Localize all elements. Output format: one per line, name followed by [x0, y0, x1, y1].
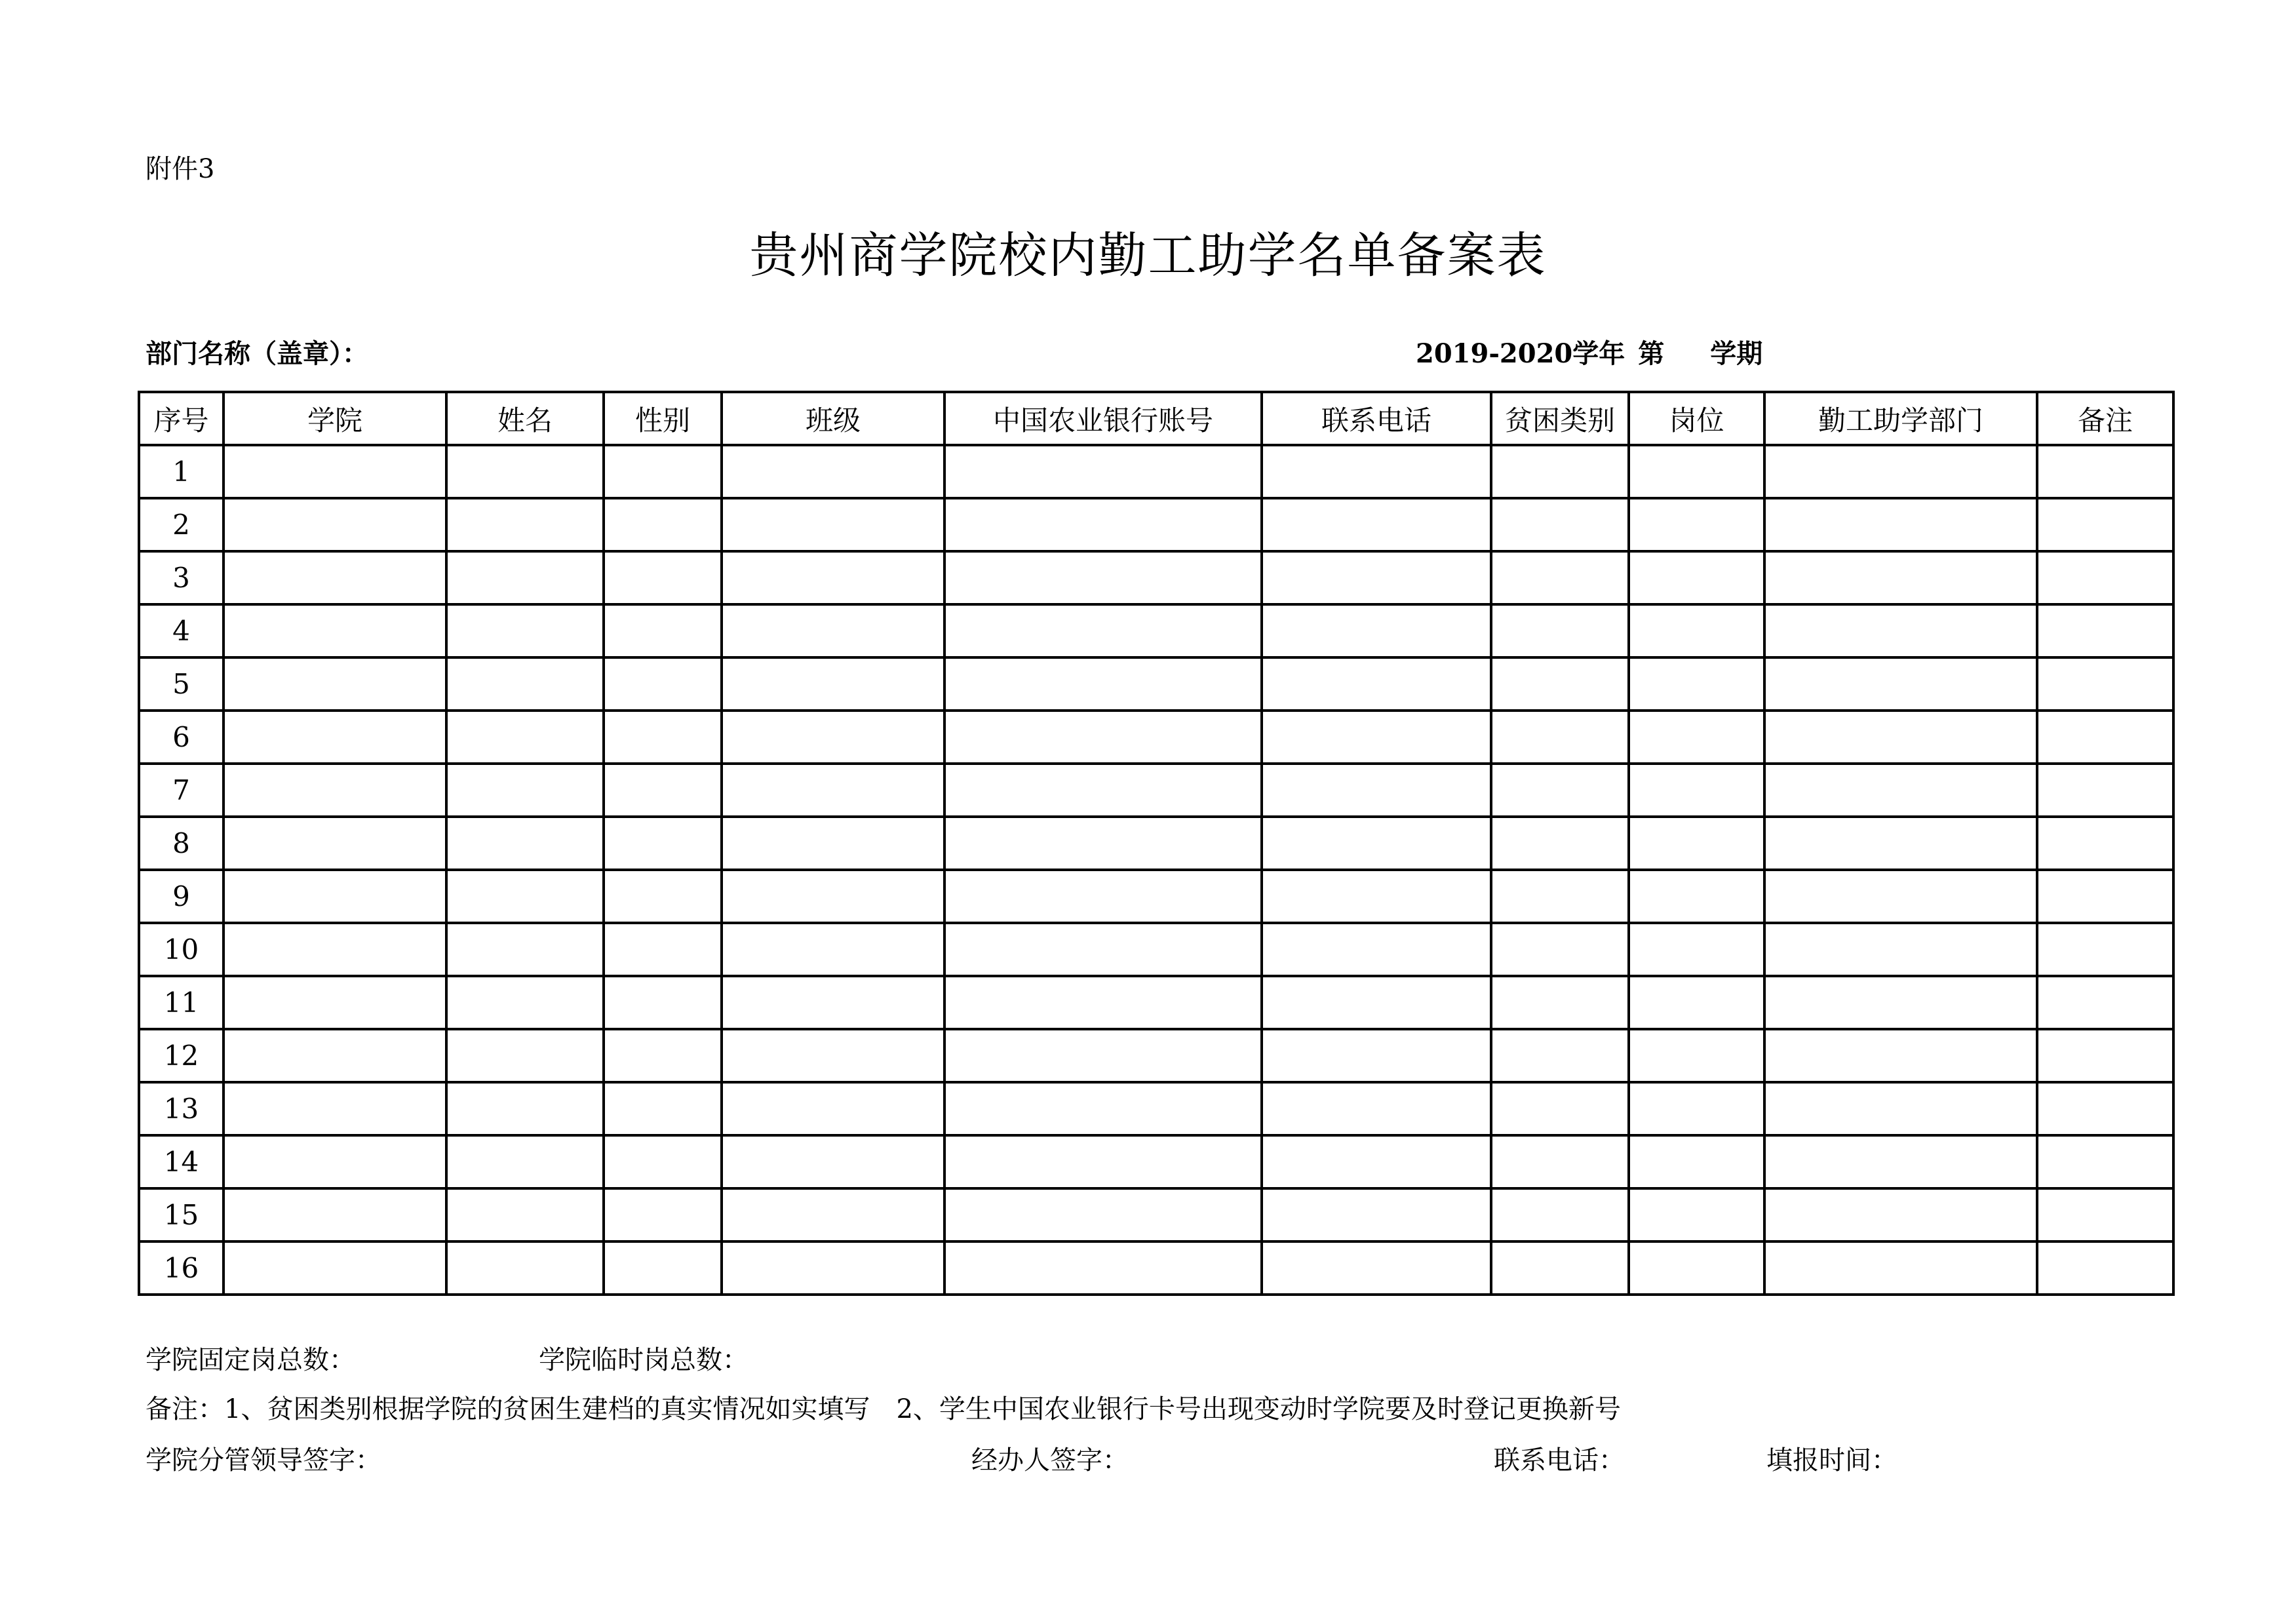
empty-cell[interactable]	[1262, 923, 1491, 976]
empty-cell[interactable]	[944, 1082, 1262, 1135]
empty-cell[interactable]	[446, 1029, 604, 1082]
empty-cell[interactable]	[446, 764, 604, 817]
empty-cell[interactable]	[722, 1188, 944, 1241]
empty-cell[interactable]	[1629, 764, 1764, 817]
table-body	[139, 445, 2173, 1295]
empty-cell[interactable]	[1629, 923, 1764, 976]
empty-cell[interactable]	[1491, 445, 1629, 498]
empty-cell[interactable]	[224, 976, 446, 1029]
table-row	[139, 445, 2173, 498]
header-cell: 备注	[2037, 392, 2173, 445]
header-cell: 岗位	[1629, 392, 1764, 445]
empty-cell[interactable]	[1629, 870, 1764, 923]
empty-cell[interactable]	[944, 870, 1262, 923]
empty-cell[interactable]	[1764, 976, 2037, 1029]
empty-cell[interactable]	[1262, 498, 1491, 551]
row-number-cell: 16	[139, 1241, 224, 1295]
empty-cell[interactable]	[1764, 657, 2037, 711]
header-cell: 学院	[224, 392, 446, 445]
empty-cell[interactable]	[1491, 1188, 1629, 1241]
header-cell: 中国农业银行账号	[944, 392, 1262, 445]
empty-cell[interactable]	[722, 604, 944, 657]
row-number-cell: 4	[139, 604, 224, 657]
empty-cell[interactable]	[1491, 1082, 1629, 1135]
empty-cell[interactable]	[1491, 870, 1629, 923]
empty-cell[interactable]	[224, 817, 446, 870]
empty-cell[interactable]	[1262, 551, 1491, 604]
empty-cell[interactable]	[224, 1082, 446, 1135]
empty-cell[interactable]	[604, 551, 722, 604]
empty-cell[interactable]	[2037, 976, 2173, 1029]
empty-cell[interactable]	[446, 923, 604, 976]
row-number-cell: 13	[139, 1082, 224, 1135]
empty-cell[interactable]	[604, 764, 722, 817]
empty-cell[interactable]	[2037, 657, 2173, 711]
empty-cell[interactable]	[1262, 1241, 1491, 1295]
empty-cell[interactable]	[604, 870, 722, 923]
row-number-cell: 10	[139, 923, 224, 976]
empty-cell[interactable]	[722, 764, 944, 817]
empty-cell[interactable]	[1491, 1029, 1629, 1082]
row-number-cell: 12	[139, 1029, 224, 1082]
empty-cell[interactable]	[1764, 498, 2037, 551]
header-cell: 班级	[722, 392, 944, 445]
table-row	[139, 1241, 2173, 1295]
empty-cell[interactable]	[604, 976, 722, 1029]
empty-cell[interactable]	[1262, 445, 1491, 498]
empty-cell[interactable]	[604, 1082, 722, 1135]
empty-cell[interactable]	[1629, 1082, 1764, 1135]
table-row	[139, 923, 2173, 976]
table-row	[139, 1082, 2173, 1135]
empty-cell[interactable]	[722, 1029, 944, 1082]
empty-cell[interactable]	[722, 1135, 944, 1188]
empty-cell[interactable]	[224, 764, 446, 817]
empty-cell[interactable]	[446, 445, 604, 498]
table-row	[139, 711, 2173, 764]
empty-cell[interactable]	[604, 817, 722, 870]
empty-cell[interactable]	[604, 1188, 722, 1241]
empty-cell[interactable]	[1262, 604, 1491, 657]
empty-cell[interactable]	[2037, 551, 2173, 604]
empty-cell[interactable]	[1491, 1241, 1629, 1295]
empty-cell[interactable]	[446, 1241, 604, 1295]
empty-cell[interactable]	[1764, 445, 2037, 498]
empty-cell[interactable]	[1629, 1135, 1764, 1188]
empty-cell[interactable]	[1491, 551, 1629, 604]
row-number-cell: 15	[139, 1188, 224, 1241]
empty-cell[interactable]	[722, 1082, 944, 1135]
fixed-posts-label: 学院固定岗总数：	[146, 1345, 355, 1375]
empty-cell[interactable]	[722, 445, 944, 498]
empty-cell[interactable]	[1262, 1135, 1491, 1188]
table-row	[139, 764, 2173, 817]
empty-cell[interactable]	[604, 1241, 722, 1295]
form-title: 贵州商学院校内勤工助学名单备案表	[749, 227, 1547, 284]
empty-cell[interactable]	[1629, 498, 1764, 551]
empty-cell[interactable]	[722, 1241, 944, 1295]
empty-cell[interactable]	[1764, 817, 2037, 870]
empty-cell[interactable]	[604, 498, 722, 551]
empty-cell[interactable]	[2037, 1188, 2173, 1241]
empty-cell[interactable]	[722, 498, 944, 551]
empty-cell[interactable]	[944, 923, 1262, 976]
empty-cell[interactable]	[1764, 604, 2037, 657]
empty-cell[interactable]	[944, 1188, 1262, 1241]
empty-cell[interactable]	[2037, 923, 2173, 976]
empty-cell[interactable]	[2037, 604, 2173, 657]
empty-cell[interactable]	[2037, 817, 2173, 870]
empty-cell[interactable]	[2037, 1135, 2173, 1188]
empty-cell[interactable]	[1629, 604, 1764, 657]
empty-cell[interactable]	[446, 870, 604, 923]
empty-cell[interactable]	[1629, 551, 1764, 604]
empty-cell[interactable]	[1629, 445, 1764, 498]
empty-cell[interactable]	[722, 551, 944, 604]
empty-cell[interactable]	[2037, 870, 2173, 923]
empty-cell[interactable]	[1629, 1241, 1764, 1295]
empty-cell[interactable]	[224, 657, 446, 711]
row-number-cell: 1	[139, 445, 224, 498]
row-number-cell: 5	[139, 657, 224, 711]
empty-cell[interactable]	[2037, 711, 2173, 764]
empty-cell[interactable]	[1491, 1135, 1629, 1188]
empty-cell[interactable]	[224, 1135, 446, 1188]
empty-cell[interactable]	[722, 870, 944, 923]
empty-cell[interactable]	[2037, 1082, 2173, 1135]
empty-cell[interactable]	[1262, 711, 1491, 764]
empty-cell[interactable]	[224, 445, 446, 498]
empty-cell[interactable]	[1764, 1082, 2037, 1135]
roster-table	[138, 391, 2175, 1296]
table-row	[139, 1029, 2173, 1082]
empty-cell[interactable]	[1262, 976, 1491, 1029]
row-number-cell: 2	[139, 498, 224, 551]
empty-cell[interactable]	[604, 1029, 722, 1082]
row-number-cell: 14	[139, 1135, 224, 1188]
empty-cell[interactable]	[1262, 1188, 1491, 1241]
empty-cell[interactable]	[446, 817, 604, 870]
empty-cell[interactable]	[944, 445, 1262, 498]
empty-cell[interactable]	[1491, 711, 1629, 764]
empty-cell[interactable]	[1262, 657, 1491, 711]
empty-cell[interactable]	[2037, 445, 2173, 498]
header-cell: 勤工助学部门	[1764, 392, 2037, 445]
empty-cell[interactable]	[1629, 711, 1764, 764]
row-number-cell: 3	[139, 551, 224, 604]
empty-cell[interactable]	[446, 976, 604, 1029]
table-row	[139, 817, 2173, 870]
empty-cell[interactable]	[224, 1029, 446, 1082]
table-row	[139, 657, 2173, 711]
table-row	[139, 498, 2173, 551]
empty-cell[interactable]	[1491, 498, 1629, 551]
empty-cell[interactable]	[604, 657, 722, 711]
empty-cell[interactable]	[944, 1029, 1262, 1082]
empty-cell[interactable]	[1764, 1188, 2037, 1241]
table-row	[139, 976, 2173, 1029]
row-number-cell: 9	[139, 870, 224, 923]
empty-cell[interactable]	[446, 498, 604, 551]
term-di: 第	[1638, 338, 1665, 369]
empty-cell[interactable]	[1491, 817, 1629, 870]
empty-cell[interactable]	[944, 498, 1262, 551]
empty-cell[interactable]	[446, 1135, 604, 1188]
empty-cell[interactable]	[1764, 764, 2037, 817]
row-number-cell: 6	[139, 711, 224, 764]
empty-cell[interactable]	[722, 657, 944, 711]
header-cell: 序号	[139, 392, 224, 445]
table-header-row	[139, 392, 2173, 445]
table-row	[139, 1135, 2173, 1188]
academic-year: 2019-2020学年	[1416, 338, 1625, 369]
empty-cell[interactable]	[604, 711, 722, 764]
empty-cell[interactable]	[446, 711, 604, 764]
empty-cell[interactable]	[224, 711, 446, 764]
table-row	[139, 551, 2173, 604]
empty-cell[interactable]	[446, 1188, 604, 1241]
note-line: 备注：1、贫困类别根据学院的贫困生建档的真实情况如实填写 2、学生中国农业银行卡号出现变动时学院要及时登记更换新号	[146, 1394, 1621, 1424]
header-cell: 贫困类别	[1491, 392, 1629, 445]
empty-cell[interactable]	[2037, 498, 2173, 551]
phone-label: 联系电话：	[1494, 1445, 1625, 1475]
empty-cell[interactable]	[944, 711, 1262, 764]
empty-cell[interactable]	[944, 1135, 1262, 1188]
empty-cell[interactable]	[1491, 764, 1629, 817]
temp-posts-label: 学院临时岗总数：	[539, 1345, 749, 1375]
table-row	[139, 870, 2173, 923]
empty-cell[interactable]	[944, 657, 1262, 711]
empty-cell[interactable]	[1764, 551, 2037, 604]
empty-cell[interactable]	[2037, 1241, 2173, 1295]
header-cell: 性别	[604, 392, 722, 445]
empty-cell[interactable]	[224, 1188, 446, 1241]
empty-cell[interactable]	[2037, 1029, 2173, 1082]
leader-signature-label: 学院分管领导签字：	[146, 1445, 381, 1475]
empty-cell[interactable]	[446, 1082, 604, 1135]
empty-cell[interactable]	[224, 923, 446, 976]
empty-cell[interactable]	[1629, 657, 1764, 711]
empty-cell[interactable]	[2037, 764, 2173, 817]
empty-cell[interactable]	[1491, 604, 1629, 657]
handler-signature-label: 经办人签字：	[971, 1445, 1129, 1475]
empty-cell[interactable]	[1262, 817, 1491, 870]
empty-cell[interactable]	[722, 923, 944, 976]
annex-label: 附件3	[146, 154, 215, 184]
term-line	[1416, 334, 1762, 374]
empty-cell[interactable]	[944, 764, 1262, 817]
empty-cell[interactable]	[1629, 1029, 1764, 1082]
term-semester: 学期	[1710, 338, 1763, 369]
empty-cell[interactable]	[1764, 1029, 2037, 1082]
empty-cell[interactable]	[224, 498, 446, 551]
empty-cell[interactable]	[944, 551, 1262, 604]
empty-cell[interactable]	[224, 1241, 446, 1295]
empty-cell[interactable]	[604, 923, 722, 976]
empty-cell[interactable]	[722, 711, 944, 764]
empty-cell[interactable]	[1629, 1188, 1764, 1241]
empty-cell[interactable]	[1491, 923, 1629, 976]
empty-cell[interactable]	[604, 604, 722, 657]
empty-cell[interactable]	[446, 657, 604, 711]
empty-cell[interactable]	[604, 445, 722, 498]
empty-cell[interactable]	[224, 604, 446, 657]
empty-cell[interactable]	[1764, 711, 2037, 764]
empty-cell[interactable]	[722, 817, 944, 870]
header-cell: 姓名	[446, 392, 604, 445]
empty-cell[interactable]	[1764, 1135, 2037, 1188]
empty-cell[interactable]	[944, 1241, 1262, 1295]
empty-cell[interactable]	[224, 551, 446, 604]
empty-cell[interactable]	[1629, 817, 1764, 870]
empty-cell[interactable]	[1764, 923, 2037, 976]
fill-time-label: 填报时间：	[1766, 1445, 1897, 1475]
empty-cell[interactable]	[1491, 657, 1629, 711]
empty-cell[interactable]	[1629, 976, 1764, 1029]
row-number-cell: 7	[139, 764, 224, 817]
row-number-cell: 8	[139, 817, 224, 870]
empty-cell[interactable]	[1262, 764, 1491, 817]
empty-cell[interactable]	[944, 604, 1262, 657]
empty-cell[interactable]	[1262, 1082, 1491, 1135]
empty-cell[interactable]	[944, 976, 1262, 1029]
empty-cell[interactable]	[446, 604, 604, 657]
empty-cell[interactable]	[224, 870, 446, 923]
empty-cell[interactable]	[722, 976, 944, 1029]
table-row	[139, 604, 2173, 657]
empty-cell[interactable]	[1262, 870, 1491, 923]
table-row	[139, 1188, 2173, 1241]
empty-cell[interactable]	[446, 551, 604, 604]
empty-cell[interactable]	[1764, 870, 2037, 923]
empty-cell[interactable]	[1262, 1029, 1491, 1082]
header-cell: 联系电话	[1262, 392, 1491, 445]
empty-cell[interactable]	[944, 817, 1262, 870]
row-number-cell: 11	[139, 976, 224, 1029]
empty-cell[interactable]	[604, 1135, 722, 1188]
empty-cell[interactable]	[1764, 1241, 2037, 1295]
empty-cell[interactable]	[1491, 976, 1629, 1029]
department-label: 部门名称（盖章）：	[146, 338, 368, 369]
